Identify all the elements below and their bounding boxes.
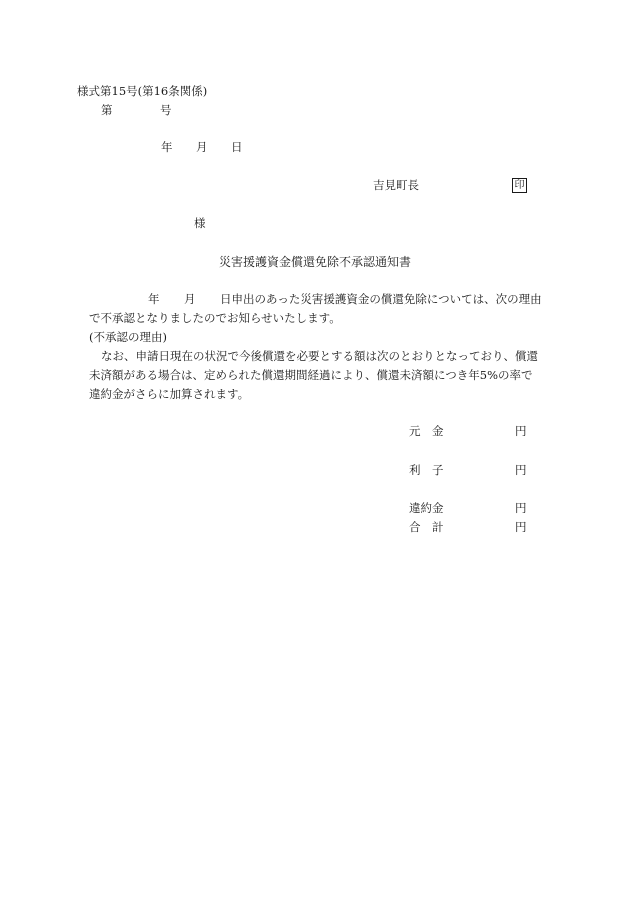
body-month: 月 [184,292,196,306]
document-title: 災害援護資金償還免除不承認通知書 [219,255,412,269]
date-year: 年 [161,140,173,154]
amount-label-interest: 利 子 [409,463,444,477]
amount-label-total: 合 計 [409,520,444,534]
date-day: 日 [231,140,243,154]
amount-label-principal: 元 金 [409,424,444,438]
amount-unit-total: 円 [515,520,527,534]
number-suffix: 号 [160,103,172,117]
note-line-3: 違約金がさらに加算されます。 [89,387,250,401]
amount-unit-interest: 円 [515,463,527,477]
body-line-1: 日申出のあった災害援護資金の償還免除については、次の理由 [220,292,542,306]
amount-unit-principal: 円 [515,424,527,438]
amount-label-penalty: 違約金 [409,501,444,515]
number-prefix: 第 [101,103,113,117]
body-year: 年 [148,292,160,306]
form-label: 様式第15号(第16条関係) [77,84,208,98]
seal-stamp: 印 [512,178,527,193]
reason-heading: (不承認の理由) [89,330,167,344]
issuer-name: 吉見町長 [373,178,419,192]
addressee-suffix: 様 [194,216,206,230]
note-line-1: なお、申請日現在の状況で今後償還を必要とする額は次のとおりとなっており、償還 [101,349,538,363]
date-month: 月 [196,140,208,154]
amount-unit-penalty: 円 [515,501,527,515]
body-line-2: で不承認となりましたのでお知らせいたします。 [89,311,341,325]
note-line-2: 未済額がある場合は、定められた償還期間経過により、償還未済額につき年5%の率で [89,368,533,382]
